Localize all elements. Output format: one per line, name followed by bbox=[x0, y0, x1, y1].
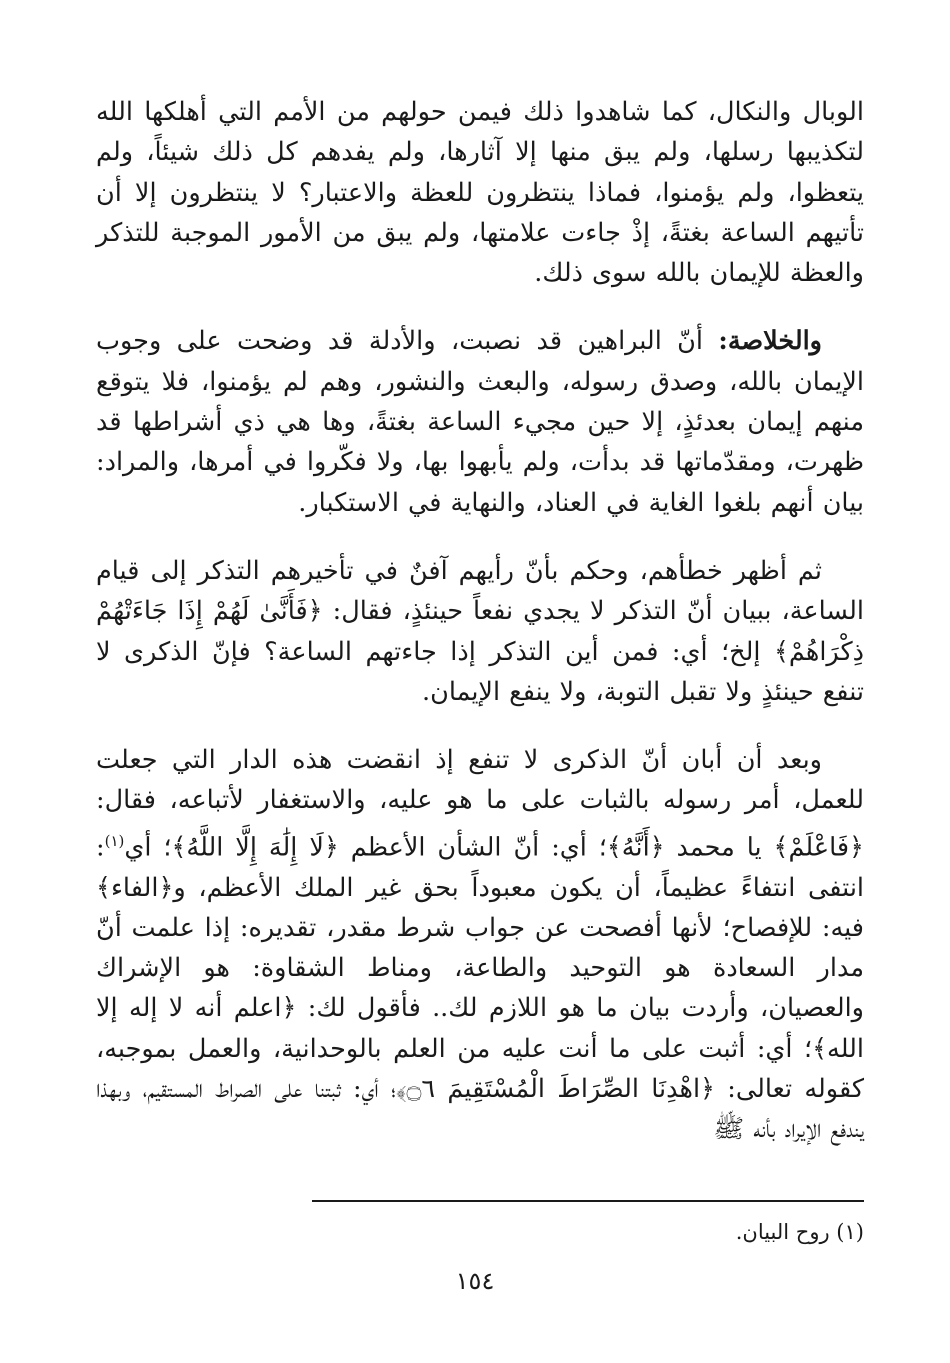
paragraph-4-text-a: وبعد أن أبان أنّ الذكرى لا تنفع إذ انقضت هذه الدار التي جعلت للعمل، أمر رسوله بالثبات على ما هو عليه، والاستغفار لأتباعه، فقال: ﴿فَاعْلَمْ﴾ يا محمد ﴿أَنَّهُ﴾؛ أي: أنّ الشأن الأعظم ﴿لَا إِلَٰهَ إِلَّا اللَّهُ﴾؛ أي bbox=[96, 745, 864, 863]
paragraph-2 bbox=[96, 321, 864, 522]
paragraph-2-text: أنّ البراهين قد نصبت، والأدلة قد وضحت على وجوب الإيمان بالله، وصدق رسوله، والبعث والنشور، وهم لم يؤمنوا، فلا يتوقع منهم إيمان بعدئذٍ، إلا حين مجيء الساعة بغتةً، وها هي ذي أشراطها قد ظهرت، ومقدّماتها قد بدأت، ولم يأبهوا بها، ولا فكّروا في أمرها، والمراد: بيان أنهم بلغوا الغاية في العناد، والنهاية في الاستكبار. bbox=[96, 326, 864, 518]
footnote: (١) روح البيان. bbox=[735, 1220, 864, 1244]
page-number: ١٥٤ bbox=[455, 1267, 495, 1295]
paragraph-4 bbox=[96, 740, 864, 1149]
paragraph-1: الوبال والنكال، كما شاهدوا ذلك فيمن حولهم من الأمم التي أهلكها الله لتكذيبها رسلها، ولم يبق منها إلا آثارها، ولم يفدهم كل ذلك شيئاً، ولم يتعظوا، ولم يؤمنوا، فماذا ينتظرون للعظة والاعتبار؟ لا ينتظرون إلا أن تأتيهم الساعة بغتةً، إذْ جاءت علامتها، ولم يبق من الأمور الموجبة للتذكر والعظة للإيمان بالله سوى ذلك. bbox=[96, 97, 864, 289]
footnote-reference[interactable]: (١) bbox=[104, 831, 125, 850]
summary-term: والخلاصة: bbox=[718, 326, 822, 357]
page-body bbox=[96, 92, 864, 1332]
paragraph-3: ثم أظهر خطأهم، وحكم بأنّ رأيهم آفنٌ في تأخيرهم التذكر إلى قيام الساعة، ببيان أنّ التذكر لا يجدي نفعاً حينئذٍ، فقال: ﴿فَأَنَّىٰ لَهُمْ إِذَا جَاءَتْهُمْ ذِكْرَاهُمْ﴾ إلخ؛ أي: فمن أين التذكر إذا جاءتهم الساعة؟ فإنّ الذكرى لا تنفع حينئذٍ ولا تقبل التوبة، ولا ينفع الإيمان. bbox=[96, 555, 864, 707]
footnote-divider bbox=[312, 1200, 864, 1202]
paragraph-4-text-b: : انتفى انتفاءً عظيماً، أن يكون معبوداً بحق غير الملك الأعظم، و﴿الفاء﴾ فيه: للإفصاح؛ لأنها أفصحت عن جواب شرط مقدر، تقديره: إذا علمت أنّ مدار السعادة هو التوحيد والطاعة، ومناط الشقاوة: هو الإشراك والعصيان، وأردت بيان ما هو اللازم لك.. فأقول لك: ﴿اعلم أنه لا إله إلا الله﴾؛ أي: أثبت على ما أنت عليه من العلم بالوحدانية، والعمل بموجبه، كقوله تعالى: ﴿اهْدِنَا الصِّرَاطَ الْمُسْتَقِيمَ ۝٦﴾؛ أي: ثبتنا على الصراط المستقيم، وبهذا يندفع الإيراد بأنه ﷺ bbox=[96, 832, 864, 1145]
